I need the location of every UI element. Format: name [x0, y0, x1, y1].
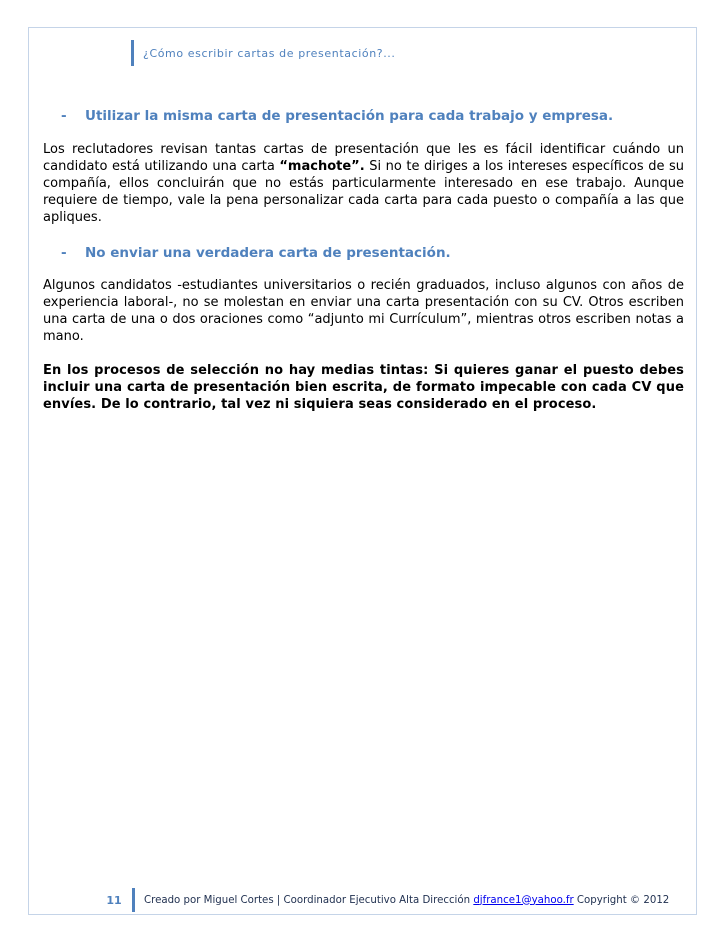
footer-divider	[132, 888, 135, 912]
footer-credit	[144, 895, 669, 906]
header-title: ¿Cómo escribir cartas de presentación?...	[143, 46, 396, 60]
bullet-item-1	[61, 108, 684, 124]
page-footer	[99, 888, 669, 912]
main-content	[43, 108, 684, 413]
paragraph-3-conclusion: En los procesos de selección no hay medias tintas: Si quieres ganar el puesto debes incluir una carta de presentación bien escrita, de formato impecable con cada CV que envíes. De lo contrario, tal vez ni siquiera seas considerado en el proceso.	[43, 363, 684, 412]
paragraph-1-text-b: Si no te diriges a los intereses específicos de su compañía, ellos concluirán que no estás particularmente interesado en ese trabajo. Aunque requiere de tiempo, vale la pena personalizar cada carta para cada puesto o compañía a las que apliques.	[43, 159, 684, 225]
paragraph-1-emphasis: “machote”.	[279, 159, 365, 174]
bullet-heading-2: No enviar una verdadera carta de presentación.	[85, 245, 451, 261]
footer-copyright: Copyright © 2012	[573, 894, 670, 906]
footer-email-link[interactable]: djfrance1@yahoo.fr	[473, 894, 574, 906]
bullet-heading-1: Utilizar la misma carta de presentación para cada trabajo y empresa.	[85, 108, 614, 124]
bullet-dash-icon: -	[61, 245, 67, 261]
bullet-dash-icon: -	[61, 108, 67, 124]
paragraph-2: Algunos candidatos -estudiantes universitarios o recién graduados, incluso algunos con años de experiencia laboral-, no se molestan en enviar una carta presentación con su CV. Otros escriben una carta de una o dos oraciones como “adjunto mi Currículum”, mientras otros escriben notas a mano.	[43, 278, 684, 344]
bullet-item-2	[61, 245, 684, 261]
paragraph-1-text-a: Los reclutadores revisan tantas cartas de presentación que les es fácil identificar cuándo un candidato está utilizando una carta	[43, 142, 684, 174]
paragraph-1	[43, 141, 684, 226]
page-number: 11	[106, 893, 122, 907]
page-header	[131, 40, 396, 66]
footer-credit-text: Creado por Miguel Cortes | Coordinador Ejecutivo Alta Dirección	[144, 894, 474, 906]
